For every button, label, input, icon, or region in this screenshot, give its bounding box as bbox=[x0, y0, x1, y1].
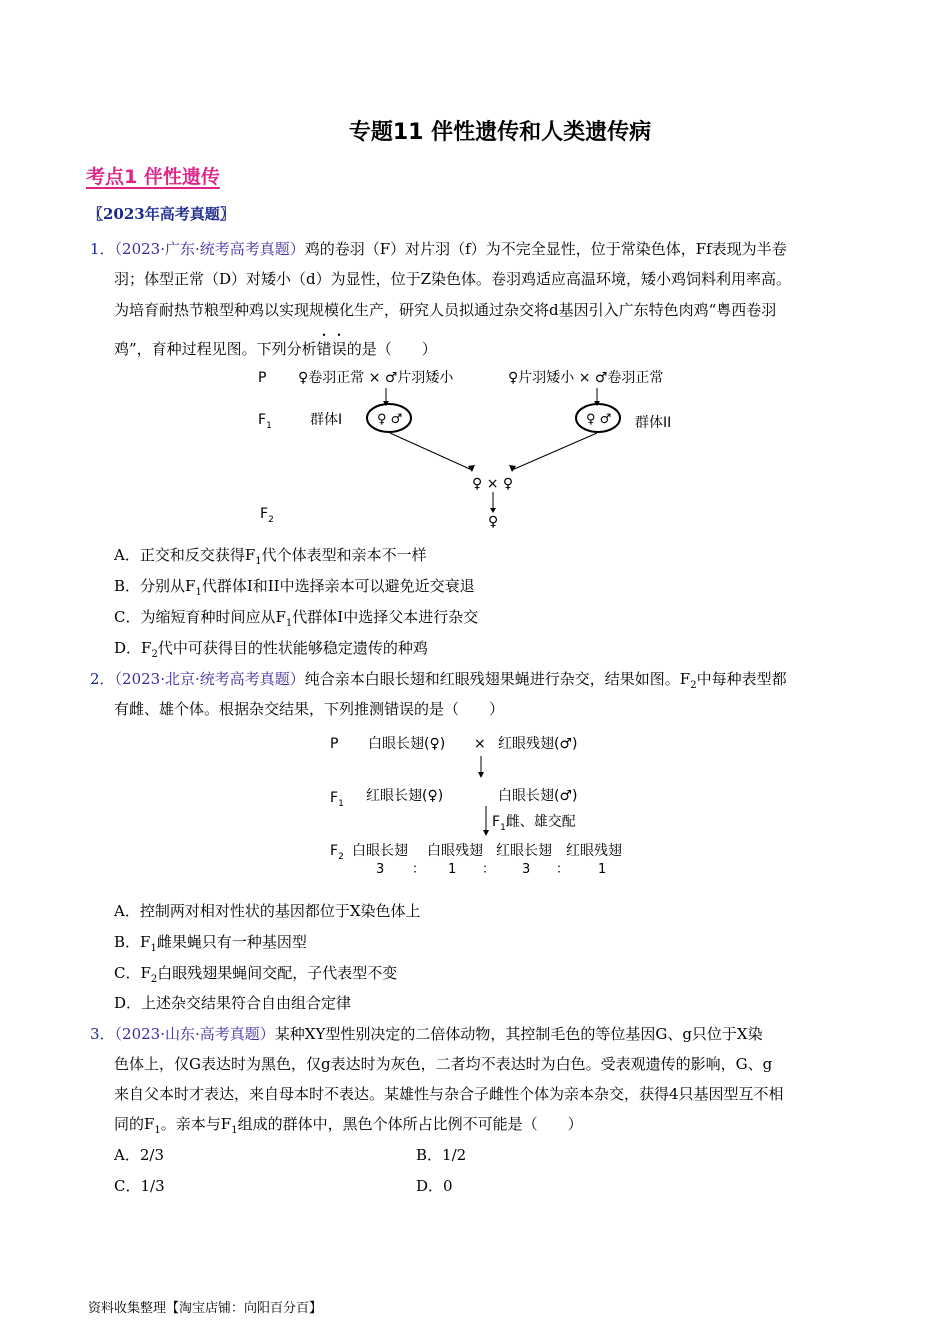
q1-emphasis: 错误 bbox=[316, 340, 347, 358]
q3-number: 3． bbox=[90, 1025, 115, 1043]
q3-source: （2023·山东·高考真题） bbox=[114, 1025, 275, 1043]
q1-right-cross: ♀片羽矮小 × ♂卷羽正常 bbox=[508, 370, 664, 386]
q2-text-tail: 中每种表型都 bbox=[696, 670, 787, 688]
q2-option-d[interactable]: D．上述杂交结果符合自由组合定律 bbox=[114, 994, 352, 1012]
q1-p-label: P bbox=[258, 370, 267, 386]
q1-arrowhead-f2 bbox=[490, 508, 496, 513]
q3-option-d[interactable]: D．0 bbox=[416, 1177, 453, 1195]
q2-option-a[interactable]: A．控制两对相对性状的基因都位于X染色体上 bbox=[114, 902, 421, 920]
section-heading: 考点1 伴性遗传 bbox=[86, 166, 220, 188]
q1-option-d[interactable]: D．$F_2$代中可获得目的性状能够稳定遗传的种鸡 bbox=[114, 639, 428, 660]
q2-arrowhead-f1 bbox=[483, 830, 489, 836]
q2-cross-sign: × bbox=[474, 736, 486, 752]
q1-group-1-sexes: ♀ ♂ bbox=[377, 412, 403, 427]
q2-f2-label: $F_2$ bbox=[330, 843, 344, 862]
q1-breeding-diagram bbox=[250, 360, 710, 530]
q2-f2-pheno-2: 白眼残翅 bbox=[427, 843, 483, 859]
q1-line-4-b: 的是（ ） bbox=[346, 340, 437, 358]
q2-f1-label: $F_1$ bbox=[330, 790, 344, 809]
q2-ratio-1: 3 bbox=[376, 862, 385, 877]
q2-number: 2． bbox=[90, 670, 115, 688]
q1-left-cross: ♀卷羽正常 × ♂片羽矮小 bbox=[298, 370, 454, 386]
q1-group-1: 群体I bbox=[310, 412, 343, 428]
q3-line-1 bbox=[90, 1023, 763, 1044]
q1-option-b[interactable]: B．分别从$F_1$代群体I和II中选择亲本可以避免近交衰退 bbox=[114, 577, 475, 598]
q2-ratio-2: 1 bbox=[448, 862, 457, 877]
q1-text: 鸡的卷羽（F）对片羽（f）为不完全显性，位于常染色体，Ff表现为半卷 bbox=[304, 240, 787, 258]
q2-f1-female: 红眼长翅(♀) bbox=[366, 788, 444, 804]
q3-option-b[interactable]: B．1/2 bbox=[416, 1146, 467, 1164]
q3-option-a[interactable]: A．2/3 bbox=[114, 1146, 164, 1164]
subheading: 〖2023年高考真题〗 bbox=[88, 205, 235, 223]
q2-ratio-sep-1: ： bbox=[412, 862, 426, 877]
q2-option-b[interactable]: B．$F_1$雌果蝇只有一种基因型 bbox=[114, 933, 307, 954]
q1-line-1 bbox=[90, 238, 787, 259]
q2-f1-male: 白眼长翅(♂) bbox=[498, 788, 578, 804]
q2-p-label: P bbox=[330, 736, 339, 752]
q2-line-1: 2．（2023·北京·统考高考真题）纯合亲本白眼长翅和红眼残翅果蝇进行杂交，结果如图。$F_2$中每种表型都 bbox=[90, 670, 787, 691]
page-footer: 资料收集整理【淘宝店铺：向阳百分百】 bbox=[88, 1301, 323, 1316]
q2-arrowhead-p bbox=[478, 772, 484, 778]
q1-arrow-converge-right bbox=[512, 433, 597, 470]
q1-line-2: 羽；体型正常（D）对矮小（d）为显性，位于Z染色体。卷羽鸡适应高温环境，矮小鸡饲料利用率高。 bbox=[114, 270, 792, 288]
q1-line-4-a: 鸡”，育种过程见图。下列分析 bbox=[114, 340, 317, 358]
q2-p-female: 白眼长翅(♀) bbox=[368, 736, 446, 752]
q2-ratio-sep-2: ： bbox=[482, 862, 496, 877]
q3-line-4-b: 。亲本与F bbox=[160, 1115, 232, 1133]
q1-line-3: 为培育耐热节粮型种鸡以实现规模化生产，研究人员拟通过杂交将d基因引入广东特色肉鸡“粤西卷羽 bbox=[114, 301, 777, 319]
q1-arrow-converge-left bbox=[390, 433, 472, 470]
q2-f2-pheno-1: 白眼长翅 bbox=[352, 843, 408, 859]
q3-text: 某种XY型性别决定的二倍体动物，其控制毛色的等位基因G、g只位于X染 bbox=[274, 1025, 763, 1043]
q1-option-c[interactable]: C．为缩短育种时间应从$F_1$代群体I中选择父本进行杂交 bbox=[114, 608, 479, 629]
q2-option-c[interactable]: C．$F_2$白眼残翅果蝇间交配，子代表型不变 bbox=[114, 964, 398, 985]
q2-line-2: 有雌、雄个体。根据杂交结果，下列推测错误的是（ ） bbox=[114, 700, 505, 718]
q1-line-4 bbox=[114, 331, 437, 359]
q1-f1-label: $F_1$ bbox=[258, 412, 272, 431]
q1-option-a[interactable]: A．正交和反交获得$F_1$代个体表型和亲本不一样 bbox=[114, 546, 427, 567]
q2-ratio-4: 1 bbox=[598, 862, 607, 877]
q1-group-2-sexes: ♀ ♂ bbox=[586, 412, 612, 427]
q3-line-4: 同的$F_1$。亲本与$F_1$组成的群体中，黑色个体所占比例不可能是（ ） bbox=[114, 1115, 583, 1136]
q2-text: 纯合亲本白眼长翅和红眼残翅果蝇进行杂交，结果如图。F bbox=[304, 670, 691, 688]
page-title: 专题11 伴性遗传和人类遗传病 bbox=[348, 120, 652, 145]
q1-group-2: 群体II bbox=[635, 415, 672, 431]
q1-f2-label: $F_2$ bbox=[260, 506, 274, 525]
q1-source: （2023·广东·统考高考真题） bbox=[114, 240, 305, 258]
q2-source: （2023·北京·统考高考真题） bbox=[114, 670, 305, 688]
q1-f2-result: ♀ bbox=[488, 514, 499, 530]
q3-line-4-a: 同的F bbox=[114, 1115, 155, 1133]
q2-ratio-sep-3: ： bbox=[556, 862, 570, 877]
q3-line-2: 色体上，仅G表达时为黑色，仅g表达时为灰色，二者均不表达时为白色。受表观遗传的影响，G、g bbox=[114, 1055, 773, 1073]
q2-cross-diagram bbox=[320, 728, 640, 878]
q3-line-4-c: 组成的群体中，黑色个体所占比例不可能是（ ） bbox=[237, 1115, 583, 1133]
q1-number: 1． bbox=[90, 240, 115, 258]
q2-f2-pheno-4: 红眼残翅 bbox=[566, 843, 622, 859]
q3-option-c[interactable]: C．1/3 bbox=[114, 1177, 165, 1195]
q2-f2-pheno-3: 红眼长翅 bbox=[496, 843, 552, 859]
q3-line-3: 来自父本时才表达，来自母本时不表达。某雄性与杂合子雌性个体为亲本杂交，获得4只基因型互不相 bbox=[114, 1085, 784, 1103]
q2-f1-mating: $F_1$雌、雄交配 bbox=[492, 814, 576, 833]
q2-ratio-3: 3 bbox=[522, 862, 531, 877]
q1-f2-cross: ♀ × ♀ bbox=[472, 476, 514, 492]
q2-p-male: 红眼残翅(♂) bbox=[498, 736, 578, 752]
